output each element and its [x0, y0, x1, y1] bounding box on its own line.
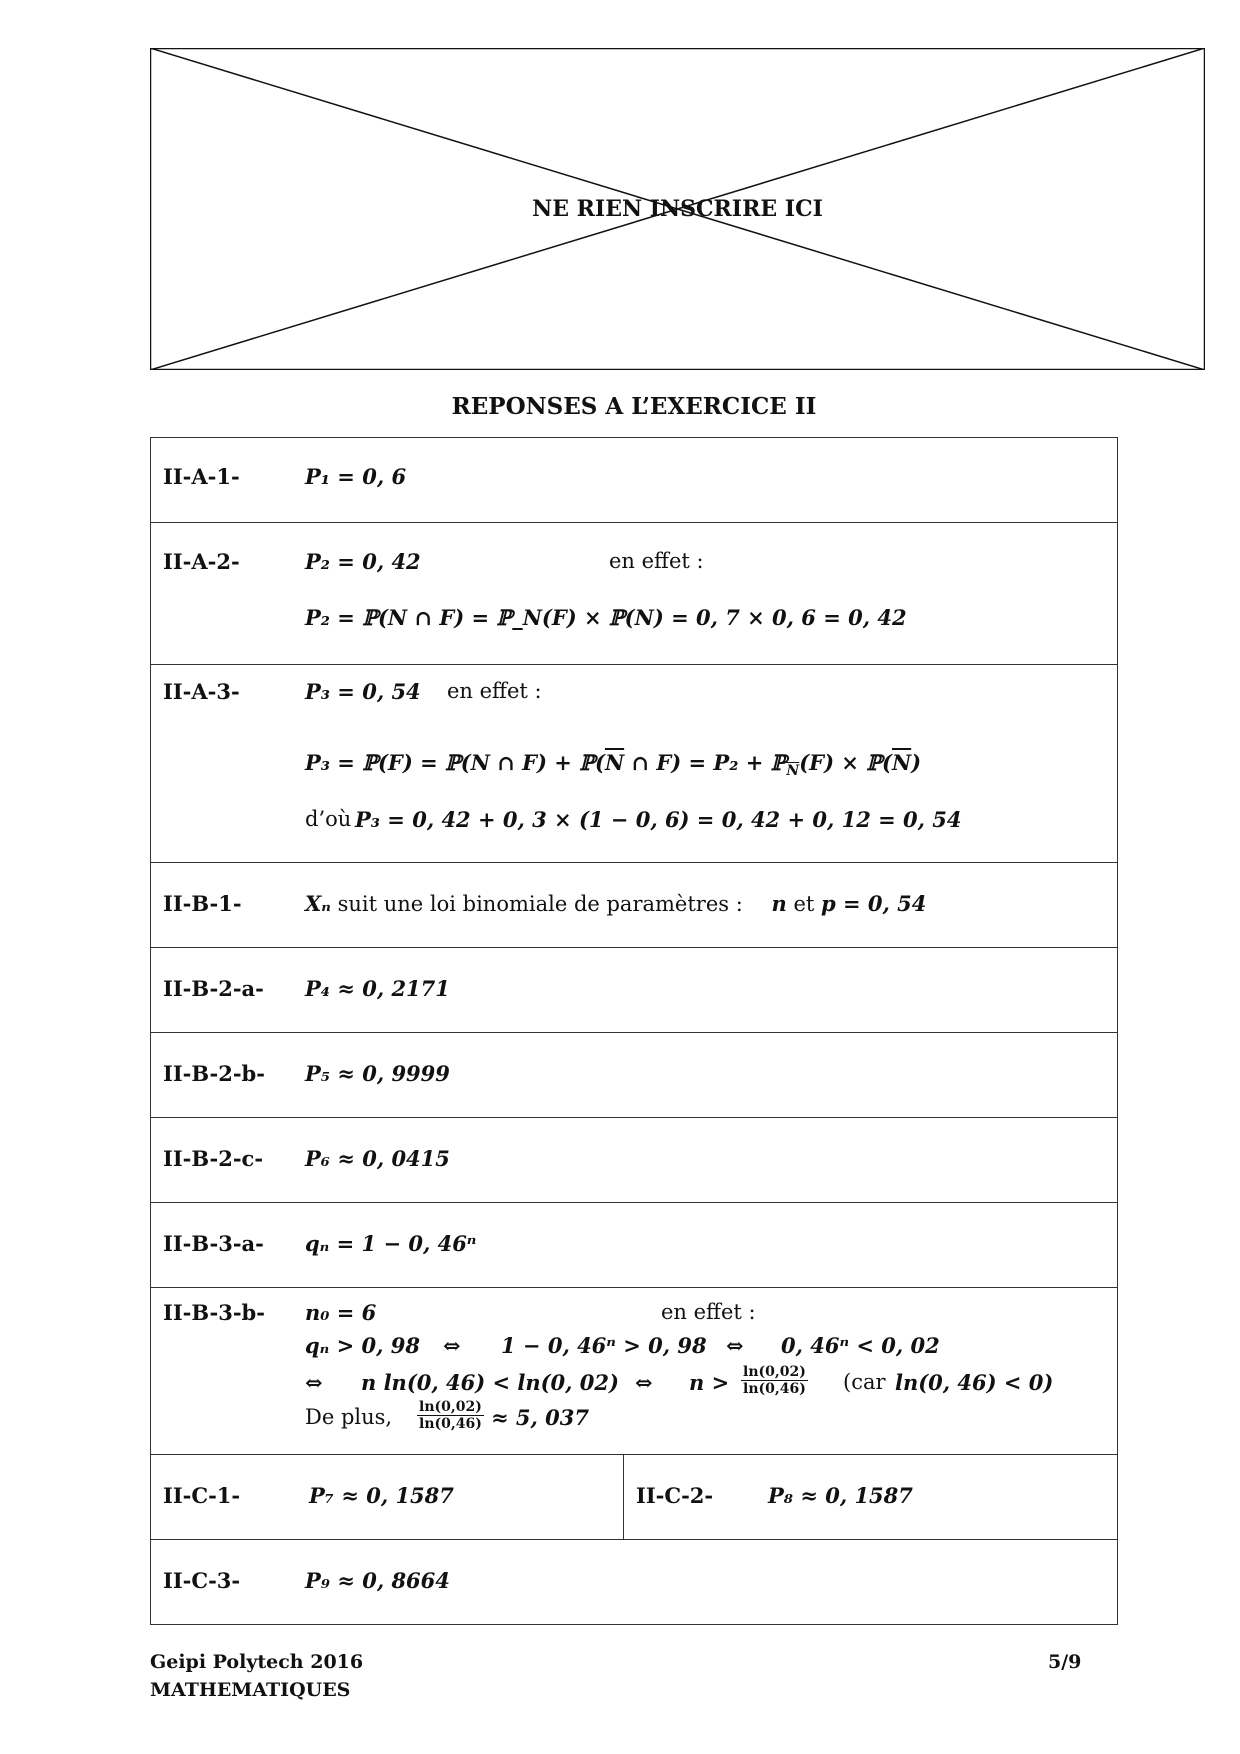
table-row: [151, 863, 1118, 948]
answer-value: P₅ ≈ 0, 9999: [305, 1061, 450, 1086]
row-label: II-A-2-: [163, 549, 240, 574]
row-label: II-B-3-b-: [163, 1300, 265, 1325]
answer-value: n₀ = 6: [305, 1300, 377, 1325]
formula-part: $\overline{N}$: [891, 750, 912, 775]
formula-part: qₙ > 0, 98: [305, 1333, 420, 1358]
row-label: II-C-1-: [163, 1483, 241, 1508]
table-row: [151, 1288, 1118, 1455]
table-row: [151, 523, 1118, 665]
fraction: [741, 1364, 808, 1397]
table-row: [151, 1033, 1118, 1118]
fraction: [417, 1399, 484, 1432]
equiv-symbol: ⇔: [635, 1370, 653, 1395]
footer-line-1: Geipi Polytech 2016: [150, 1651, 364, 1673]
formula-part: ∩ F) = P₂ + ℙ: [624, 750, 787, 775]
page-number: 5/9: [1048, 1651, 1082, 1673]
fraction-denominator: ln(0,46): [419, 1416, 482, 1432]
formula-part: ln(0, 46) < 0): [895, 1370, 1054, 1395]
no-write-box: [150, 48, 1205, 370]
note-text: en effet :: [447, 679, 542, 703]
answer-value: P₆ ≈ 0, 0415: [305, 1146, 450, 1171]
formula-part: $\overline{N}$: [604, 750, 625, 775]
description: suit une loi binomiale de paramètres :: [337, 892, 743, 916]
formula-part: P₃ = ℙ(F) = ℙ(N ∩ F) + ℙ(: [305, 750, 605, 775]
row-label: II-C-3-: [163, 1568, 241, 1593]
formula-part: 0, 46ⁿ < 0, 02: [781, 1333, 940, 1358]
formula-part: ): [911, 750, 922, 775]
variable: Xₙ: [305, 891, 331, 916]
row-label: II-B-3-a-: [163, 1231, 264, 1256]
table-row: [151, 1118, 1118, 1203]
answer-value: P₄ ≈ 0, 2171: [305, 976, 450, 1001]
conjunction: et: [793, 892, 815, 916]
table-row: [151, 1455, 1118, 1540]
table-row: [151, 438, 1118, 523]
page-title: REPONSES A L’EXERCICE II: [451, 393, 817, 420]
formula-part: (F) × ℙ(: [799, 750, 892, 775]
formula-line: P₃ = 0, 42 + 0, 3 × (1 − 0, 6) = 0, 42 + 0, 12 = 0, 54: [355, 807, 962, 832]
formula-part: n >: [689, 1370, 730, 1395]
formula-line: P₂ = ℙ(N ∩ F) = ℙ_N(F) × ℙ(N) = 0, 7 × 0, 6 = 0, 42: [305, 605, 907, 630]
no-write-text: NE RIEN INSCRIRE ICI: [532, 196, 823, 222]
answer-line: [305, 891, 926, 916]
equiv-symbol: ⇔: [443, 1333, 461, 1358]
note-text: (car: [843, 1370, 886, 1394]
equiv-symbol: ⇔: [726, 1333, 744, 1358]
row-label: II-B-1-: [163, 891, 242, 916]
note-text: De plus,: [305, 1405, 393, 1429]
formula-part: 1 − 0, 46ⁿ > 0, 98: [501, 1333, 707, 1358]
note-text: en effet :: [661, 1300, 756, 1324]
param-n: n: [771, 891, 787, 916]
answer-value: P₁ = 0, 6: [305, 464, 407, 489]
param-p: p = 0, 54: [821, 891, 927, 916]
answer-value: P₇ ≈ 0, 1587: [309, 1483, 454, 1508]
row-label: II-B-2-c-: [163, 1146, 264, 1171]
formula-part: N: [786, 763, 800, 780]
row-label: II-B-2-b-: [163, 1061, 265, 1086]
equiv-symbol: ⇔: [305, 1370, 323, 1395]
row-label: II-A-1-: [163, 464, 240, 489]
doù-text: d’où: [305, 807, 352, 831]
fraction-denominator: ln(0,46): [743, 1381, 806, 1397]
fraction-numerator: ln(0,02): [419, 1399, 482, 1415]
answer-value: P₃ = 0, 54: [305, 679, 421, 704]
answer-value: P₉ ≈ 0, 8664: [305, 1568, 450, 1593]
answer-value: P₂ = 0, 42: [305, 549, 421, 574]
footer-line-2: MATHEMATIQUES: [150, 1679, 351, 1701]
formula-part: ≈ 5, 037: [491, 1405, 589, 1430]
answer-value: P₈ ≈ 0, 1587: [768, 1483, 913, 1508]
table-row: [151, 948, 1118, 1033]
table-row: [151, 665, 1118, 863]
table-row: [151, 1540, 1118, 1625]
row-label: II-A-3-: [163, 679, 240, 704]
answers-table: [150, 437, 1118, 1625]
fraction-numerator: ln(0,02): [743, 1364, 806, 1380]
formula-line: [305, 750, 921, 779]
row-label: II-B-2-a-: [163, 976, 264, 1001]
answer-value: qₙ = 1 − 0, 46ⁿ: [305, 1231, 477, 1256]
note-text: en effet :: [609, 549, 704, 573]
formula-part: n ln(0, 46) < ln(0, 02): [361, 1370, 619, 1395]
row-label: II-C-2-: [636, 1483, 714, 1508]
table-row: [151, 1203, 1118, 1288]
